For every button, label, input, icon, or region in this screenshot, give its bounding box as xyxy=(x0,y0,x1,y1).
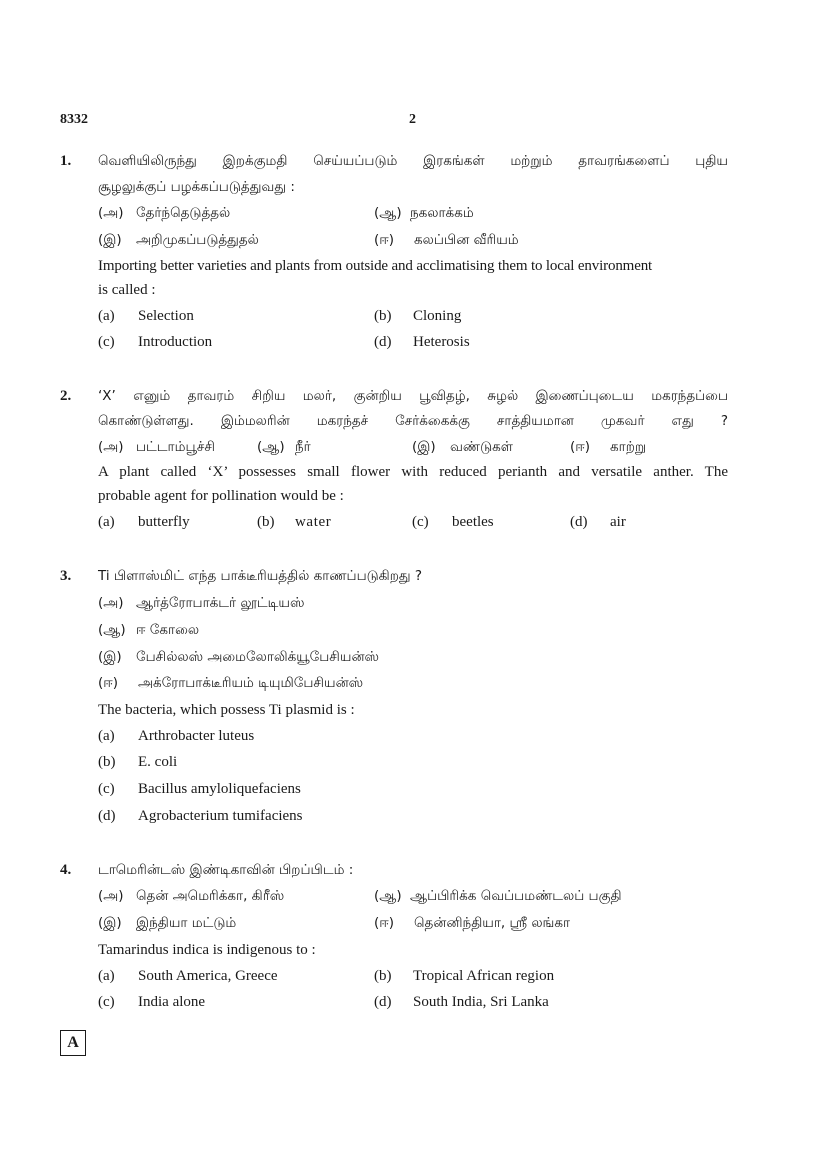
option-text: பேசில்லஸ் அமைலோலிக்யூபேசியன்ஸ் xyxy=(136,649,380,665)
question-text-english: is called : xyxy=(98,282,156,298)
option-text: தென் அமெரிக்கா, கிரீஸ் xyxy=(136,888,285,904)
option-label: (b) xyxy=(98,754,116,770)
option-label: (c) xyxy=(412,514,429,530)
option-text: South America, Greece xyxy=(138,968,278,984)
option-label: (d) xyxy=(570,514,588,530)
option-text: Agrobacterium tumifaciens xyxy=(138,808,303,824)
option-text: ஆர்த்ரோபாக்டர் லூட்டியஸ் xyxy=(136,595,305,611)
question-text-english: The bacteria, which possess Ti plasmid is : xyxy=(98,702,355,718)
option-label: (அ) xyxy=(98,888,124,904)
question-text-english: probable agent for pollination would be : xyxy=(98,488,344,504)
question-text-tamil: Ti பிளாஸ்மிட் எந்த பாக்டீரியத்தில் காணப்படுகிறது ? xyxy=(98,568,423,584)
option-text: air xyxy=(610,514,626,530)
question-text-tamil: சூழலுக்குப் பழக்கப்படுத்துவது : xyxy=(98,179,295,195)
option-label: (d) xyxy=(374,334,392,350)
option-text: அக்ரோபாக்டீரியம் டியுமிபேசியன்ஸ் xyxy=(138,675,364,691)
option-text: தென்னிந்தியா, ஸ்ரீ லங்கா xyxy=(414,915,571,931)
option-label: (இ) xyxy=(98,649,122,665)
question-number: 4. xyxy=(60,862,72,878)
option-label: (இ) xyxy=(98,915,122,931)
option-text: Arthrobacter luteus xyxy=(138,728,255,744)
option-text: தேர்ந்தெடுத்தல் xyxy=(136,205,231,221)
option-text: India alone xyxy=(138,994,206,1010)
option-text: Selection xyxy=(138,308,194,324)
option-label: (a) xyxy=(98,968,115,984)
option-label: (b) xyxy=(374,968,392,984)
option-label: (a) xyxy=(98,308,115,324)
page-number: 2 xyxy=(409,112,416,127)
option-text: இந்தியா மட்டும் xyxy=(136,915,237,931)
option-label: (இ) xyxy=(412,439,436,455)
option-text: butterfly xyxy=(138,514,190,530)
option-text: பட்டாம்பூச்சி xyxy=(136,439,215,455)
option-label: (ஆ) xyxy=(374,888,402,904)
option-label: (a) xyxy=(98,514,115,530)
option-label: (d) xyxy=(98,808,116,824)
option-label: (ஈ) xyxy=(374,232,395,248)
option-label: (ஈ) xyxy=(570,439,591,455)
question-text-tamil: ‘X’ எனும் தாவரம் சிறிய மலர், குன்றிய பூவிதழ், சுழல் இணைப்புடைய மகரந்தப்பை xyxy=(98,388,728,404)
option-text: கலப்பின வீரியம் xyxy=(414,232,519,248)
option-label: (c) xyxy=(98,781,115,797)
question-text-english: Tamarindus indica is indigenous to : xyxy=(98,942,316,958)
option-text: அறிமுகப்படுத்துதல் xyxy=(136,232,259,248)
option-label: (ஆ) xyxy=(374,205,402,221)
option-text: Heterosis xyxy=(413,334,470,350)
option-label: (அ) xyxy=(98,439,124,455)
question-text-tamil: வெளியிலிருந்து இறக்குமதி செய்யப்படும் இரகங்கள் மற்றும் தாவரங்களைப் புதிய xyxy=(98,153,728,169)
option-label: (c) xyxy=(98,334,115,350)
option-label: (d) xyxy=(374,994,392,1010)
option-text: வண்டுகள் xyxy=(450,439,513,455)
question-number: 1. xyxy=(60,153,72,169)
option-text: South India, Sri Lanka xyxy=(413,994,549,1010)
option-label: (ஆ) xyxy=(257,439,285,455)
option-label: (இ) xyxy=(98,232,122,248)
option-text: water xyxy=(295,514,332,530)
option-label: (b) xyxy=(257,514,275,530)
option-text: காற்று xyxy=(610,439,647,455)
option-label: (ஈ) xyxy=(98,675,119,691)
booklet-series-box: A xyxy=(60,1030,86,1056)
option-label: (b) xyxy=(374,308,392,324)
option-text: E. coli xyxy=(138,754,178,770)
question-number: 2. xyxy=(60,388,72,404)
question-text-tamil: கொண்டுள்ளது. இம்மலரின் மகரந்தச் சேர்க்கைக்கு சாத்தியமான முகவர் எது ? xyxy=(98,413,728,429)
option-label: (ஆ) xyxy=(98,622,126,638)
option-text: ஆப்பிரிக்க வெப்பமண்டலப் பகுதி xyxy=(410,888,622,904)
option-text: beetles xyxy=(452,514,494,530)
option-label: (அ) xyxy=(98,205,124,221)
option-text: Introduction xyxy=(138,334,213,350)
option-label: (அ) xyxy=(98,595,124,611)
paper-code: 8332 xyxy=(60,112,88,127)
option-label: (ஈ) xyxy=(374,915,395,931)
question-number: 3. xyxy=(60,568,72,584)
option-text: நீர் xyxy=(295,439,311,455)
option-text: ஈ கோலை xyxy=(136,622,200,638)
question-text-english: A plant called ‘X’ possesses small flower with reduced perianth and versatile anther. The xyxy=(98,464,728,480)
option-text: Cloning xyxy=(413,308,462,324)
option-text: Tropical African region xyxy=(413,968,555,984)
question-text-tamil: டாமெரின்டஸ் இண்டிகாவின் பிறப்பிடம் : xyxy=(98,862,354,878)
option-text: நகலாக்கம் xyxy=(410,205,474,221)
option-label: (a) xyxy=(98,728,115,744)
question-text-english: Importing better varieties and plants from outside and acclimatising them to local environment xyxy=(98,258,653,274)
option-text: Bacillus amyloliquefaciens xyxy=(138,781,301,797)
option-label: (c) xyxy=(98,994,115,1010)
